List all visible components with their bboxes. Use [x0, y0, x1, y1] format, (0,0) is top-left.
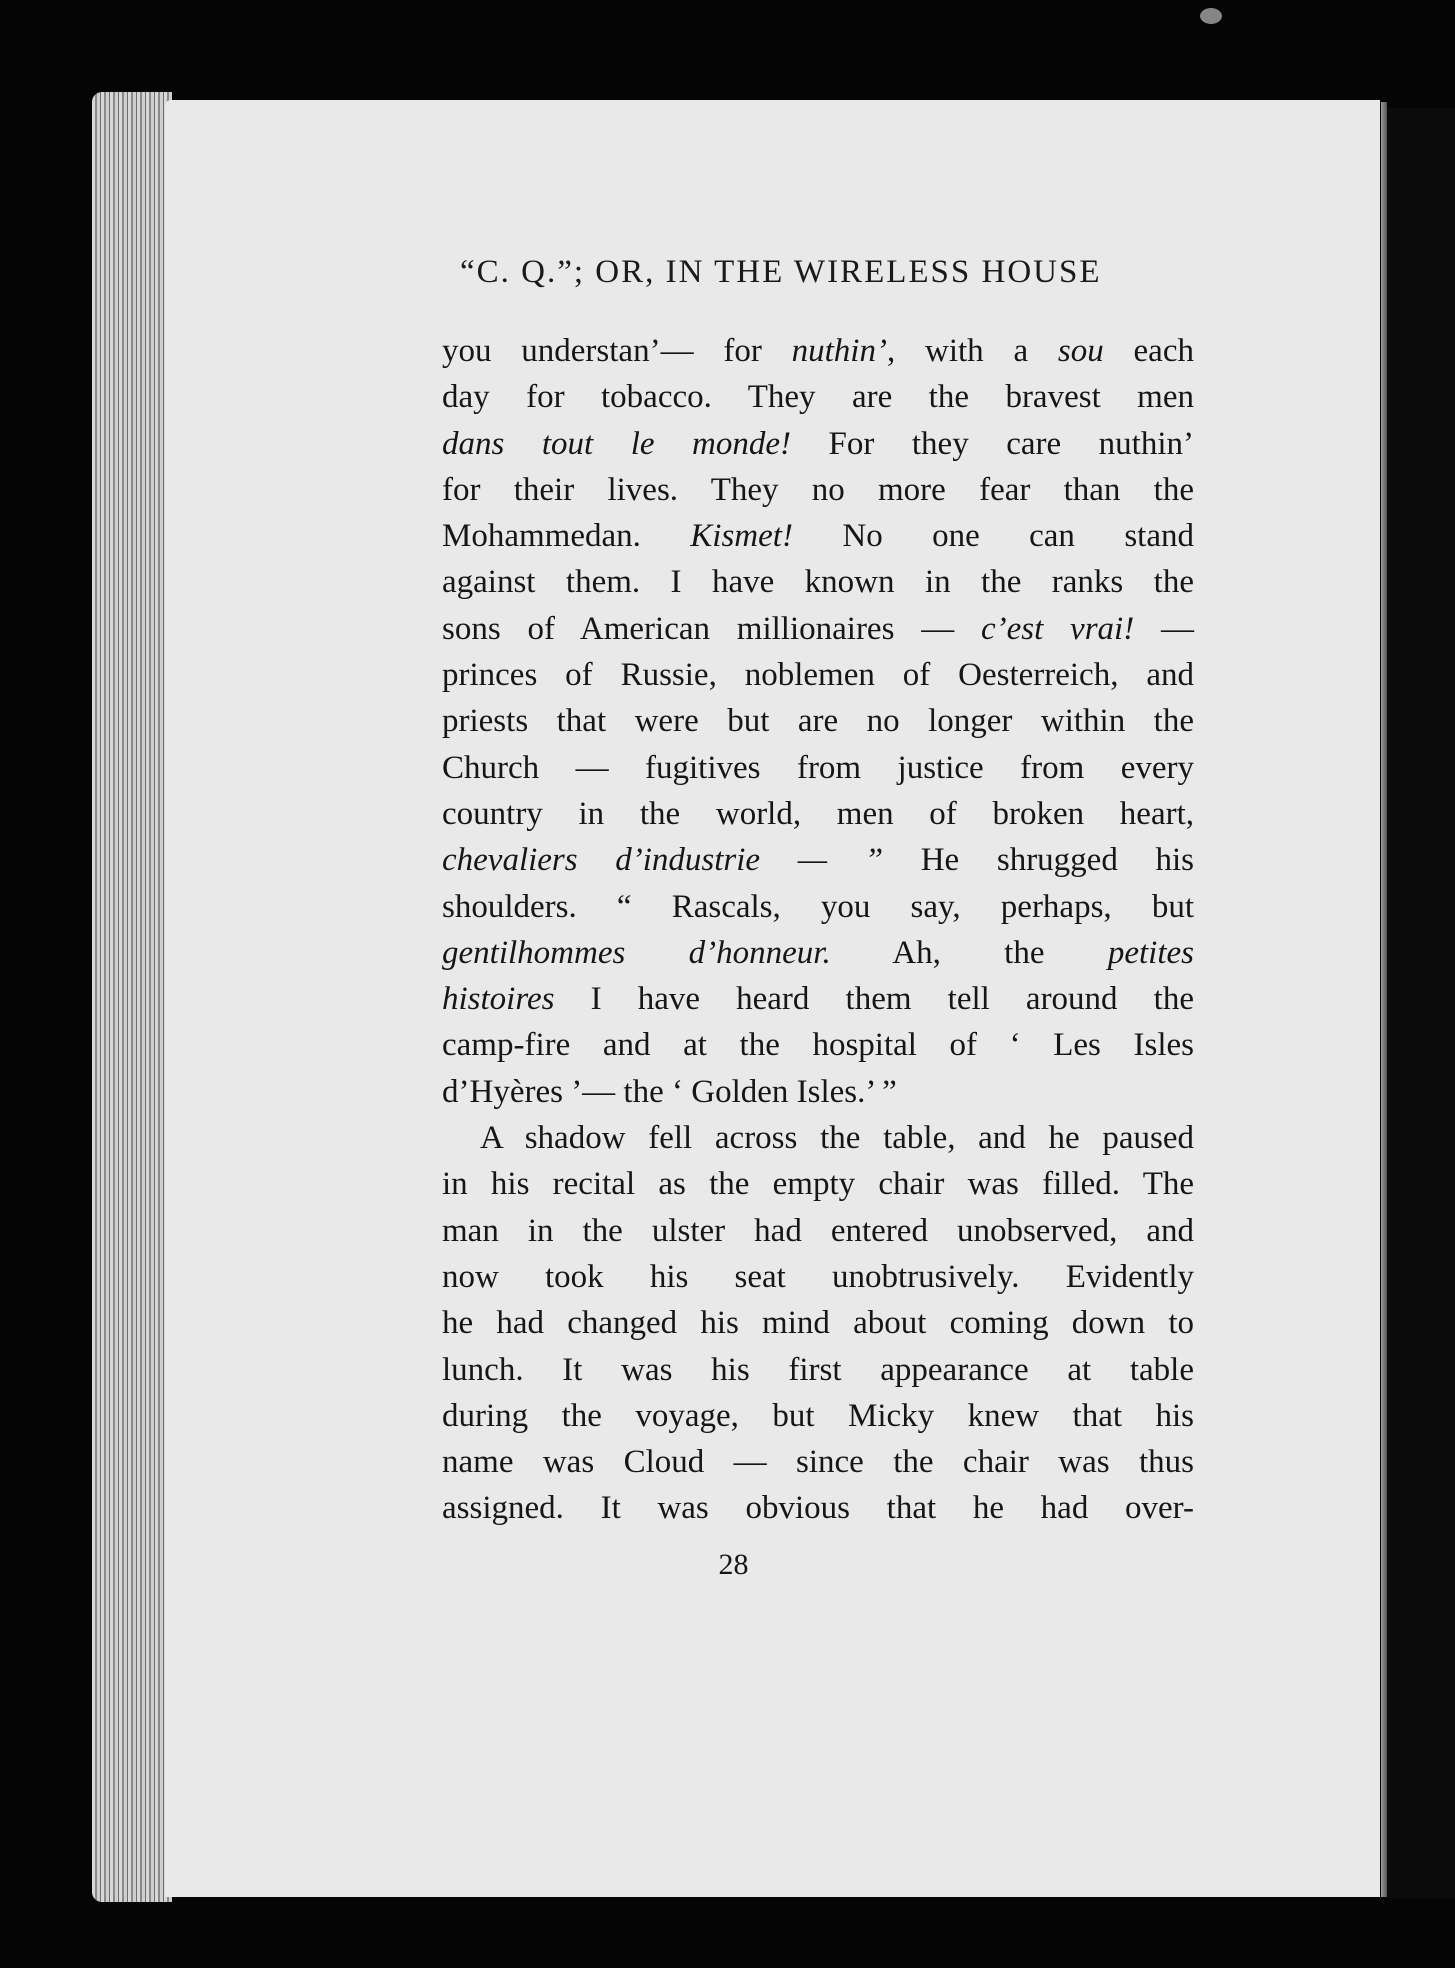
text-line: [442, 1300, 1194, 1346]
italic-text: chevaliers d’industrie — ”: [442, 842, 884, 879]
text-span: A shadow fell across the table, and he paused: [480, 1120, 1194, 1157]
text-line: [442, 606, 1194, 652]
text-span: lunch. It was his first appearance at table: [442, 1351, 1194, 1388]
text-line: [442, 1439, 1194, 1485]
text-span: Church — fugitives from justice from every: [442, 749, 1194, 786]
text-span: I have heard them tell around the: [554, 981, 1194, 1018]
dust-speck: [1200, 8, 1222, 24]
text-span: No one can stand: [792, 518, 1194, 555]
text-line: [442, 745, 1194, 791]
italic-text: histoires: [442, 981, 555, 1018]
text-span: against them. I have known in the ranks the: [442, 564, 1194, 601]
book-page-edges: [92, 92, 172, 1902]
text-line: [442, 1347, 1194, 1393]
italic-text: nuthin’: [791, 333, 887, 369]
text-span: Ah, the: [830, 934, 1108, 971]
text-span: d’Hyères ’— the ‘ Golden Isles.’ ”: [442, 1073, 897, 1110]
text-line: [442, 374, 1194, 420]
italic-text: Kismet!: [690, 518, 793, 555]
text-span: camp-fire and at the hospital of ‘ Les Isles: [442, 1027, 1194, 1064]
text-span: Mohammedan.: [442, 518, 691, 555]
text-span: , with a: [886, 333, 1058, 369]
text-span: during the voyage, but Micky knew that his: [442, 1397, 1194, 1434]
text-line: [442, 1115, 1194, 1161]
text-line: [442, 328, 1194, 374]
text-line: [442, 930, 1194, 976]
text-line: [442, 1393, 1194, 1439]
text-line: [442, 1022, 1194, 1068]
text-line: [442, 513, 1194, 559]
italic-text: sou: [1057, 333, 1104, 369]
text-span: sons of American millionaires —: [442, 610, 981, 647]
text-span: shoulders. “ Rascals, you say, perhaps, but: [442, 888, 1194, 925]
text-line: [442, 1485, 1194, 1531]
page-number: 28: [718, 1548, 749, 1581]
text-line: [442, 791, 1194, 837]
text-line: [442, 1254, 1194, 1300]
text-line: [442, 1161, 1194, 1207]
text-span: day for tobacco. They are the bravest men: [442, 379, 1194, 416]
text-span: each: [1103, 333, 1194, 369]
running-head: “C. Q.”; OR, IN THE WIRELESS HOUSE: [460, 254, 1102, 290]
text-line: [442, 1069, 1194, 1115]
text-span: now took his seat unobtrusively. Evidently: [442, 1258, 1194, 1295]
text-span: —: [1134, 610, 1194, 647]
text-line: [442, 559, 1194, 605]
text-span: you understan’— for: [442, 333, 792, 369]
italic-text: dans tout le monde!: [442, 425, 792, 462]
text-span: he had changed his mind about coming down to: [442, 1305, 1194, 1342]
body-text: [442, 328, 1194, 1532]
italic-text: petites: [1107, 934, 1194, 971]
italic-text: gentilhommes d’honneur.: [442, 934, 831, 971]
text-span: priests that were but are no longer within the: [442, 703, 1194, 740]
text-line: [442, 1208, 1194, 1254]
text-line: [442, 884, 1194, 930]
text-line: [442, 837, 1194, 883]
text-span: man in the ulster had entered unobserved, and: [442, 1212, 1194, 1249]
text-span: country in the world, men of broken heart,: [442, 795, 1194, 832]
text-span: name was Cloud — since the chair was thus: [442, 1444, 1194, 1481]
text-line: [442, 421, 1194, 467]
text-span: princes of Russie, noblemen of Oesterreich, and: [442, 657, 1194, 694]
text-span: He shrugged his: [883, 842, 1194, 879]
text-line: [442, 652, 1194, 698]
text-span: for their lives. They no more fear than the: [442, 471, 1194, 508]
text-line: [442, 467, 1194, 513]
text-span: assigned. It was obvious that he had over-: [442, 1490, 1194, 1527]
text-span: in his recital as the empty chair was filled. The: [442, 1166, 1194, 1203]
facing-page: [1387, 108, 1455, 1898]
text-line: [442, 698, 1194, 744]
text-line: [442, 976, 1194, 1022]
text-span: For they care nuthin’: [791, 425, 1194, 462]
italic-text: c’est vrai!: [980, 610, 1135, 647]
